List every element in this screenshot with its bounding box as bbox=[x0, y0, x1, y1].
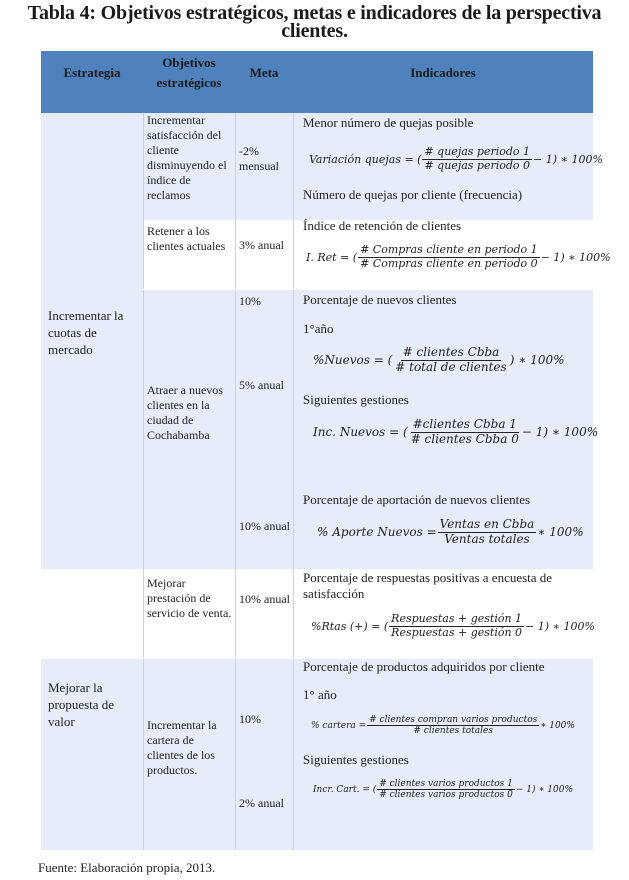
formula-inc-nuevos-den: # clientes Cbba 0 bbox=[410, 431, 519, 446]
table-title-line-2: clientes. bbox=[281, 20, 348, 42]
table-title-line-1: Tabla 4: Objetivos estratégicos, metas e indicadores de la perspectiva bbox=[27, 2, 602, 24]
formula-inc-nuevos-num: #clientes Cbba 1 bbox=[412, 417, 517, 431]
source-note: Fuente: Elaboración propia, 2013. bbox=[38, 860, 216, 875]
objective-prestacion: Mejorar prestación de servicio de venta. bbox=[147, 576, 232, 620]
indicator-siguientes-gestiones-cartera: Siguientes gestiones bbox=[303, 752, 409, 767]
formula-nuevos-fraction bbox=[393, 346, 508, 375]
formula-variacion-quejas bbox=[309, 146, 603, 172]
indicator-primer-anio: 1°año bbox=[303, 321, 334, 336]
meta-cartera-1: 10% bbox=[239, 712, 261, 726]
indicator-retencion: Índice de retención de clientes bbox=[303, 218, 462, 233]
objective-cartera: Incrementar la cartera de clientes de los productos. bbox=[147, 718, 217, 777]
formula-incr-cart-lhs: Incr. Cart. = ( bbox=[313, 784, 377, 795]
formula-nuevos-rhs: ) ∗ 100% bbox=[509, 353, 565, 368]
strategy-propuesta-valor: Mejorar la propuesta de valor bbox=[48, 680, 115, 729]
formula-retencion bbox=[306, 244, 611, 270]
col-divider-2 bbox=[235, 113, 236, 850]
col-divider-1 bbox=[143, 113, 144, 850]
formula-nuevos bbox=[313, 346, 565, 375]
formula-retencion-fraction bbox=[358, 244, 540, 270]
indicator-respuestas-positivas: Porcentaje de respuestas positivas a encuesta de satisfacción bbox=[303, 570, 553, 601]
formula-inc-nuevos bbox=[313, 418, 598, 447]
formula-incr-cart-num: # clientes varios productos 1 bbox=[379, 779, 513, 789]
row-divider-1 bbox=[143, 289, 593, 290]
indicator-quejas-por-cliente: Número de quejas por cliente (frecuencia) bbox=[303, 187, 523, 202]
table-title bbox=[0, 4, 629, 40]
formula-incr-cart-fraction bbox=[377, 779, 515, 801]
indicator-aportacion: Porcentaje de aportación de nuevos clientes bbox=[303, 492, 531, 507]
formula-aporte-rhs: ∗ 100% bbox=[537, 525, 584, 540]
meta-satisfaccion: -2% mensual bbox=[239, 144, 279, 173]
formula-incr-cart bbox=[313, 779, 573, 801]
formula-aporte bbox=[317, 518, 584, 547]
meta-atraer-3: 10% anual bbox=[239, 519, 290, 533]
formula-cartera-num: # clientes compran varios productos bbox=[369, 715, 538, 725]
formula-retencion-rhs: − 1) ∗ 100% bbox=[540, 250, 611, 264]
formula-rtas-rhs: − 1) ∗ 100% bbox=[525, 619, 595, 633]
header-objetivos bbox=[143, 53, 235, 93]
meta-atraer-2: 5% anual bbox=[239, 378, 284, 392]
header-indicadores: Indicadores bbox=[410, 65, 476, 80]
col-divider-3 bbox=[293, 113, 294, 850]
formula-cartera-rhs: ∗ 100% bbox=[540, 720, 575, 731]
formula-retencion-den: # Compras cliente en periodo 0 bbox=[360, 256, 538, 270]
formula-variacion-den: # quejas periodo 0 bbox=[424, 158, 531, 172]
formula-variacion-rhs: − 1) ∗ 100% bbox=[533, 152, 603, 166]
meta-retener: 3% anual bbox=[239, 238, 284, 252]
header-estrategia: Estrategia bbox=[63, 65, 121, 80]
indicator-primer-anio-cartera: 1° año bbox=[303, 687, 337, 702]
table-header bbox=[41, 51, 593, 113]
formula-aporte-num: Ventas en Cbba bbox=[439, 517, 535, 531]
formula-incr-cart-rhs: − 1) ∗ 100% bbox=[515, 784, 574, 795]
indicator-productos-adquiridos: Porcentaje de productos adquiridos por cliente bbox=[303, 659, 545, 674]
objective-satisfaccion: Incrementar satisfacción del cliente disminuyendo el índice de reclamos bbox=[147, 113, 227, 202]
formula-inc-nuevos-rhs: − 1) ∗ 100% bbox=[521, 425, 599, 440]
objective-atraer: Atraer a nuevos clientes en la ciudad de Cochabamba bbox=[147, 383, 223, 442]
formula-retencion-num: # Compras cliente en periodo 1 bbox=[360, 243, 538, 256]
strategy-cuotas-mercado: Incrementar la cuotas de mercado bbox=[48, 308, 124, 357]
formula-cartera-lhs: % cartera = bbox=[311, 720, 367, 731]
formula-cartera-den: # clientes totales bbox=[413, 726, 493, 737]
formula-rtas bbox=[311, 613, 595, 639]
indicator-nuevos-clientes: Porcentaje de nuevos clientes bbox=[303, 292, 457, 307]
formula-aporte-den: Ventas totales bbox=[444, 531, 530, 546]
objectives-table bbox=[41, 51, 611, 850]
header-objetivos-line-2: estratégicos bbox=[156, 75, 222, 90]
formula-aporte-fraction bbox=[438, 518, 537, 547]
meta-atraer-1: 10% bbox=[239, 294, 261, 308]
formula-nuevos-lhs: %Nuevos = ( bbox=[313, 353, 393, 368]
formula-cartera-fraction bbox=[367, 715, 539, 737]
indicator-siguientes-gestiones: Siguientes gestiones bbox=[303, 392, 409, 407]
formula-variacion-fraction bbox=[422, 146, 532, 172]
formula-rtas-num: Respuestas + gestión 1 bbox=[391, 612, 523, 625]
formula-cartera bbox=[311, 715, 575, 737]
formula-variacion-num: # quejas periodo 1 bbox=[424, 145, 531, 158]
indicator-menor-quejas: Menor número de quejas posible bbox=[303, 115, 474, 130]
meta-prestacion: 10% anual bbox=[239, 592, 290, 606]
formula-inc-nuevos-fraction bbox=[409, 418, 521, 447]
formula-inc-nuevos-lhs: Inc. Nuevos = ( bbox=[313, 425, 408, 440]
objective-retener: Retener a los clientes actuales bbox=[147, 224, 226, 253]
formula-nuevos-num: # clientes Cbba bbox=[402, 345, 500, 359]
formula-retencion-lhs: I. Ret = ( bbox=[306, 250, 358, 264]
formula-rtas-lhs: %Rtas (+) = ( bbox=[311, 619, 389, 633]
meta-cartera-2: 2% anual bbox=[239, 796, 284, 810]
formula-rtas-fraction bbox=[389, 613, 524, 639]
header-objetivos-line-1: Objetivos bbox=[162, 55, 216, 70]
formula-aporte-lhs: % Aporte Nuevos = bbox=[317, 525, 437, 540]
formula-nuevos-den: # total de clientes bbox=[395, 359, 507, 374]
formula-variacion-lhs: Variación quejas = ( bbox=[309, 152, 422, 166]
formula-rtas-den: Respuestas + gestión 0 bbox=[391, 625, 523, 639]
formula-incr-cart-den: # clientes varios productos 0 bbox=[379, 790, 513, 801]
header-meta: Meta bbox=[249, 65, 279, 80]
